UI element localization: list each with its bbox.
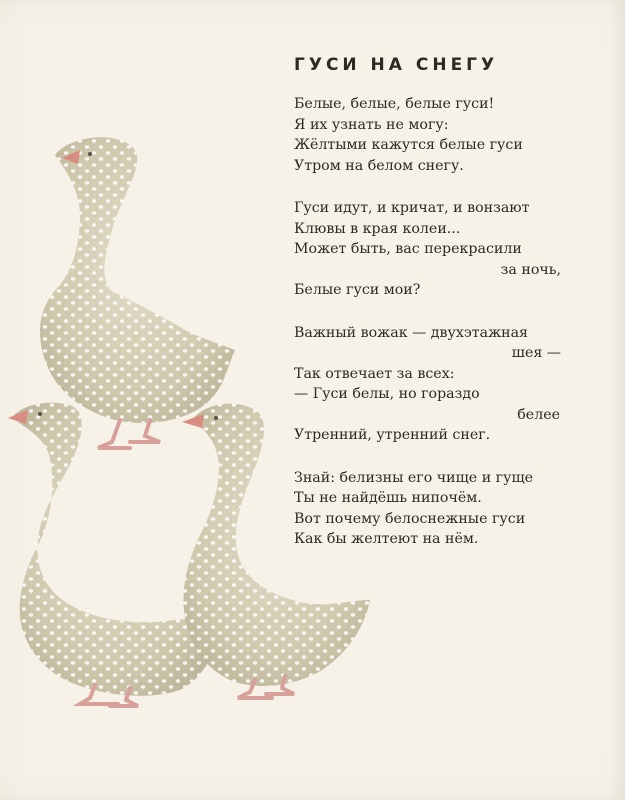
poem-line: — Гуси белы, но гораздо: [294, 386, 480, 402]
stanza-3: [294, 323, 604, 446]
stanza-1: [294, 94, 604, 176]
poem-line-continuation: шея —: [511, 345, 561, 361]
poem-line: Клювы в края колеи...: [294, 220, 461, 237]
poem-line: Так отвечает за всех:: [294, 365, 455, 382]
poem-line: Важный вожак — двухэтажная: [294, 324, 529, 341]
poem-line: Белые, белые, белые гуси!: [294, 96, 495, 112]
stanza-4: [294, 468, 604, 550]
goose-top: [40, 137, 235, 448]
poem-line: Утром на белом снегу.: [294, 157, 464, 174]
poem-line: Вот почему белоснежные гуси: [294, 510, 526, 527]
poem-line: Гуси идут, и кричат, и вонзают: [294, 200, 530, 216]
poem-title: ГУСИ НА СНЕГУ: [294, 55, 499, 75]
stanza-2: [294, 198, 604, 301]
poem-line: Я их узнать не могу:: [294, 116, 449, 133]
poem-body: [294, 94, 604, 572]
poem-line-continuation: за ночь,: [500, 261, 561, 278]
poem-line: Может быть, вас перекрасили: [294, 241, 522, 257]
poem-line: Ты не найдёшь нипочём.: [294, 490, 482, 506]
poem-line: Утренний, утренний снег.: [294, 427, 491, 443]
poem-line-continuation: белее: [517, 406, 560, 423]
poem-line: Белые гуси мои?: [294, 282, 421, 298]
poem-line: Знай: белизны его чище и гуще: [294, 469, 534, 486]
poem-line: Как бы желтеют на нём.: [294, 531, 479, 547]
poem-line: Жёлтыми кажутся белые гуси: [294, 137, 523, 153]
